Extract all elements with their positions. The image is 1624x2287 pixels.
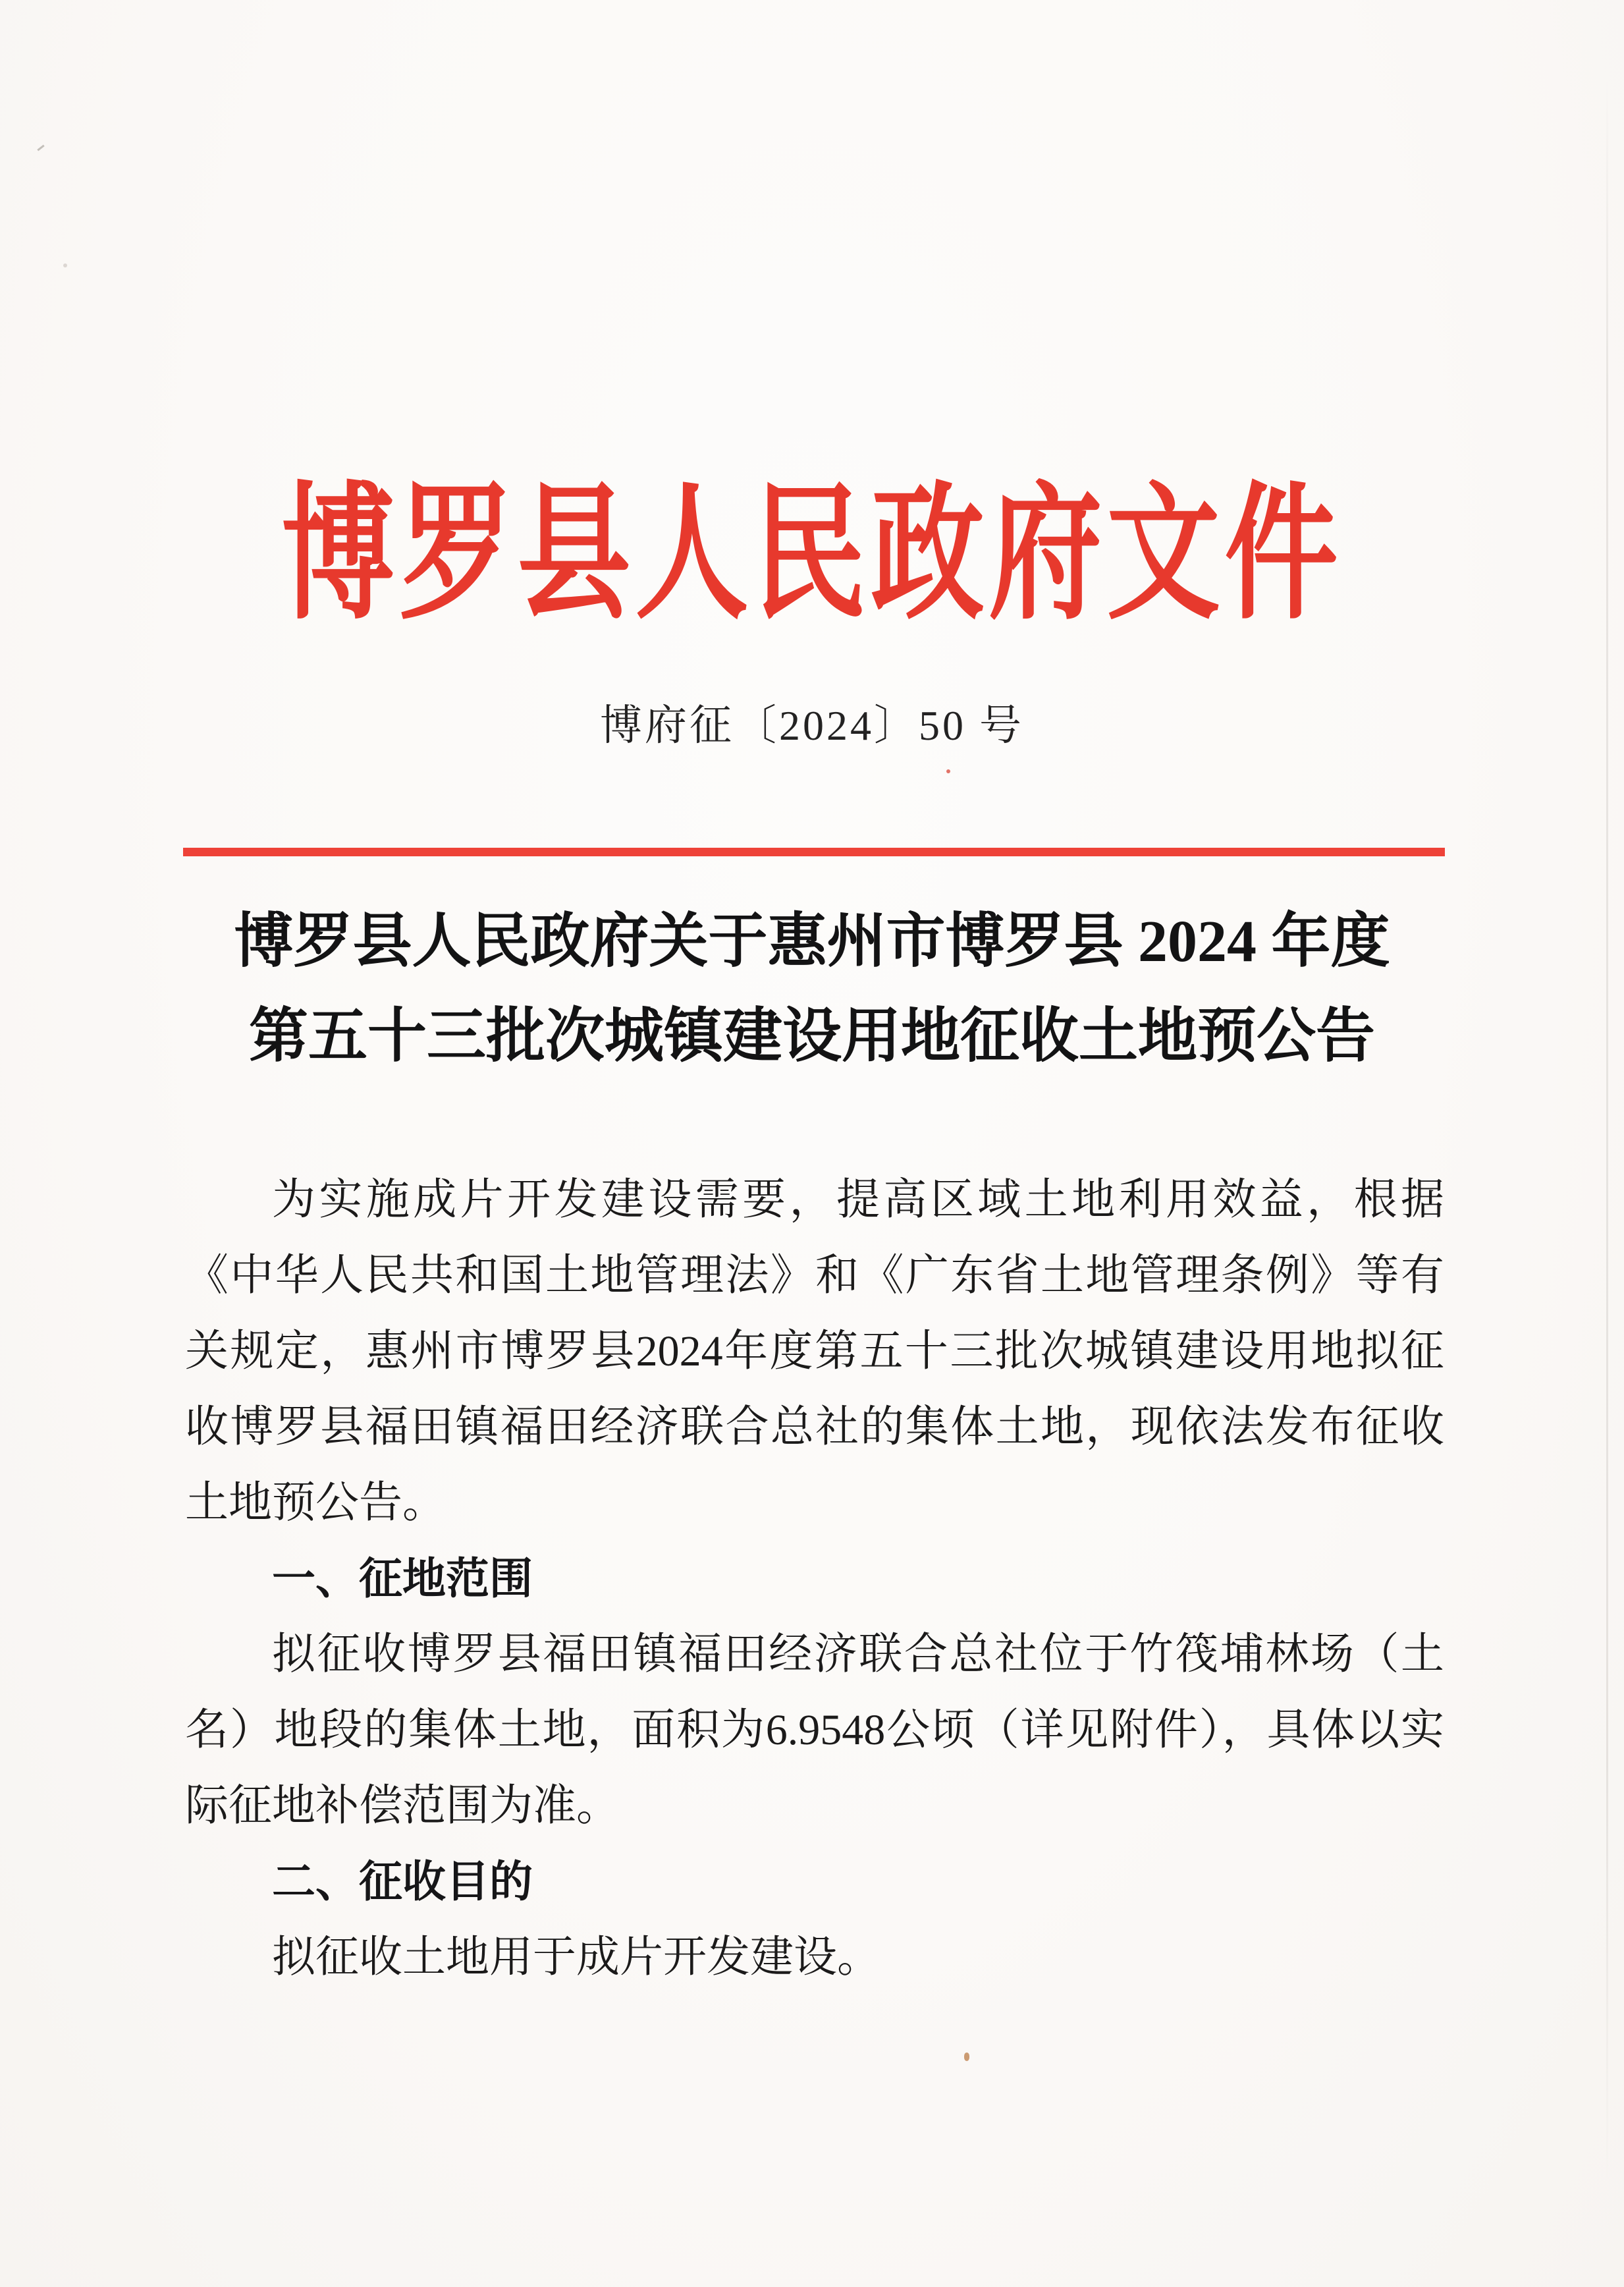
body-paragraph: 拟征收土地用于成片开发建设。 [272, 1933, 880, 1981]
scan-speck-tan [964, 2053, 969, 2061]
document-title-line2: 第五十三批次城镇建设用地征收土地预公告 [249, 1004, 1375, 1069]
red-divider-line [183, 848, 1445, 856]
document-body [185, 1162, 1444, 1995]
scanner-edge-streak [1606, 79, 1608, 2182]
scan-speck-gray [63, 263, 67, 267]
section-heading-1: 一、征地范围 [272, 1554, 533, 1603]
scan-speck-red [946, 769, 950, 773]
section-heading-2: 二、征收目的 [272, 1857, 533, 1906]
document-title-line1: 博罗县人民政府关于惠州市博罗县 2024 年度 [234, 909, 1390, 974]
agency-banner-title: 博罗县人民政府文件 [281, 474, 1343, 638]
document-number: 博府征〔2024〕50 号 [600, 702, 1024, 749]
document-title [79, 895, 1545, 1084]
scan-speck-gray [37, 145, 44, 152]
body-paragraph: 为实施成片开发建设需要，提高区域土地利用效益，根据《中华人民共和国土地管理法》和《广东省土地管理条例》等有关规定，惠州市博罗县2024年度第五十三批次城镇建设用地拟征收博罗县福田镇福田经济联合总社的集体土地，现依法发布征收土地预公告。 [185, 1176, 1444, 1527]
body-paragraph: 拟征收博罗县福田镇福田经济联合总社位于竹筏埔林场（土名）地段的集体土地，面积为6.9548公顷（详见附件），具体以实际征地补偿范围为准。 [185, 1630, 1444, 1830]
